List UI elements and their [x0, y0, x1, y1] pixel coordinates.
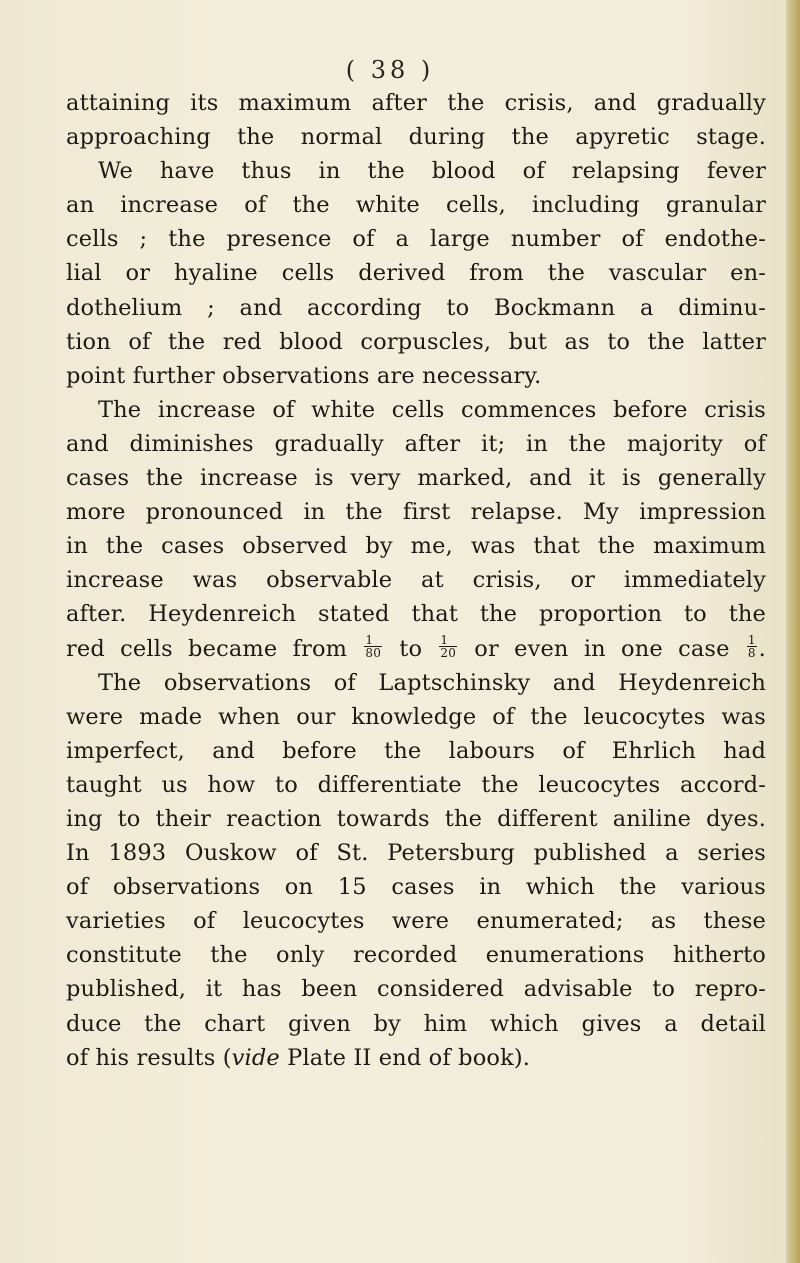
final-line: [66, 1041, 766, 1075]
fraction-line-text-start: red cells became from: [66, 635, 348, 662]
paragraph-start-line: The observations of Laptschinsky and Heydenreich: [98, 669, 766, 696]
text-line: were made when our knowledge of the leucocytes was: [66, 703, 766, 730]
text-line: tion of the red blood corpuscles, but as to the latter: [66, 328, 766, 355]
text-line: duce the chart given by him which gives a detail: [66, 1010, 766, 1037]
paragraph-start-line: We have thus in the blood of relapsing fever: [98, 158, 766, 185]
fraction-line-text-to: to: [399, 635, 423, 662]
text-line: an increase of the white cells, including granular: [66, 192, 766, 219]
text-line: approaching the normal during the apyretic stage.: [66, 124, 766, 151]
text-line: varieties of leucocytes were enumerated; as these: [66, 908, 766, 935]
fraction-line: [66, 632, 766, 666]
fraction-line-text-middle: or even in one case: [474, 635, 730, 662]
final-line-text-start: of his results (: [66, 1044, 232, 1071]
text-line: cells ; the presence of a large number of endothe-: [66, 226, 766, 253]
fraction-numerator: 1: [439, 634, 457, 647]
text-line: In 1893 Ouskow of St. Petersburg published a series: [66, 840, 766, 867]
page-edge: [786, 0, 800, 1263]
fraction-one-eightieth: [364, 634, 382, 659]
fraction-line-text-end: .: [758, 635, 766, 662]
text-line: and diminishes gradually after it; in the majority of: [66, 430, 766, 457]
page-number: ( 38 ): [345, 56, 435, 84]
text-line: ing to their reaction towards the different aniline dyes.: [66, 805, 766, 832]
text-line: in the cases observed by me, was that the maximum: [66, 533, 766, 560]
fraction-numerator: 1: [364, 634, 382, 647]
text-line: cases the increase is very marked, and it is generally: [66, 465, 766, 492]
text-line: dothelium ; and according to Bockmann a diminu-: [66, 294, 766, 321]
text-line: of observations on 15 cases in which the various: [66, 874, 766, 901]
text-line: attaining its maximum after the crisis, and gradually: [66, 90, 766, 116]
italic-vide: vide: [231, 1044, 280, 1071]
text-line: taught us how to differentiate the leucocytes accord-: [66, 771, 766, 798]
fraction-denominator: 20: [440, 646, 456, 661]
text-line: after. Heydenreich stated that the proportion to the: [66, 601, 766, 628]
text-line: lial or hyaline cells derived from the vascular en-: [66, 260, 766, 287]
text-line: published, it has been considered advisable to repro-: [66, 976, 766, 1003]
text-line: more pronounced in the first relapse. My impression: [66, 499, 766, 526]
text-line: point further observations are necessary.: [66, 362, 542, 389]
paragraph-start-line: The increase of white cells commences before crisis: [98, 396, 766, 423]
fraction-numerator: 1: [747, 633, 756, 648]
final-line-text-end: Plate II end of book).: [279, 1044, 531, 1071]
text-line: imperfect, and before the labours of Ehrlich had: [66, 737, 766, 764]
body-text: [66, 86, 766, 1075]
fraction-denominator: 8: [747, 646, 756, 661]
fraction-one-eighth: [747, 634, 757, 659]
fraction-denominator: 80: [365, 646, 381, 661]
fraction-one-twentieth: [439, 634, 457, 659]
text-line: constitute the only recorded enumerations hitherto: [66, 942, 766, 969]
text-line: increase was observable at crisis, or immediately: [66, 567, 766, 594]
